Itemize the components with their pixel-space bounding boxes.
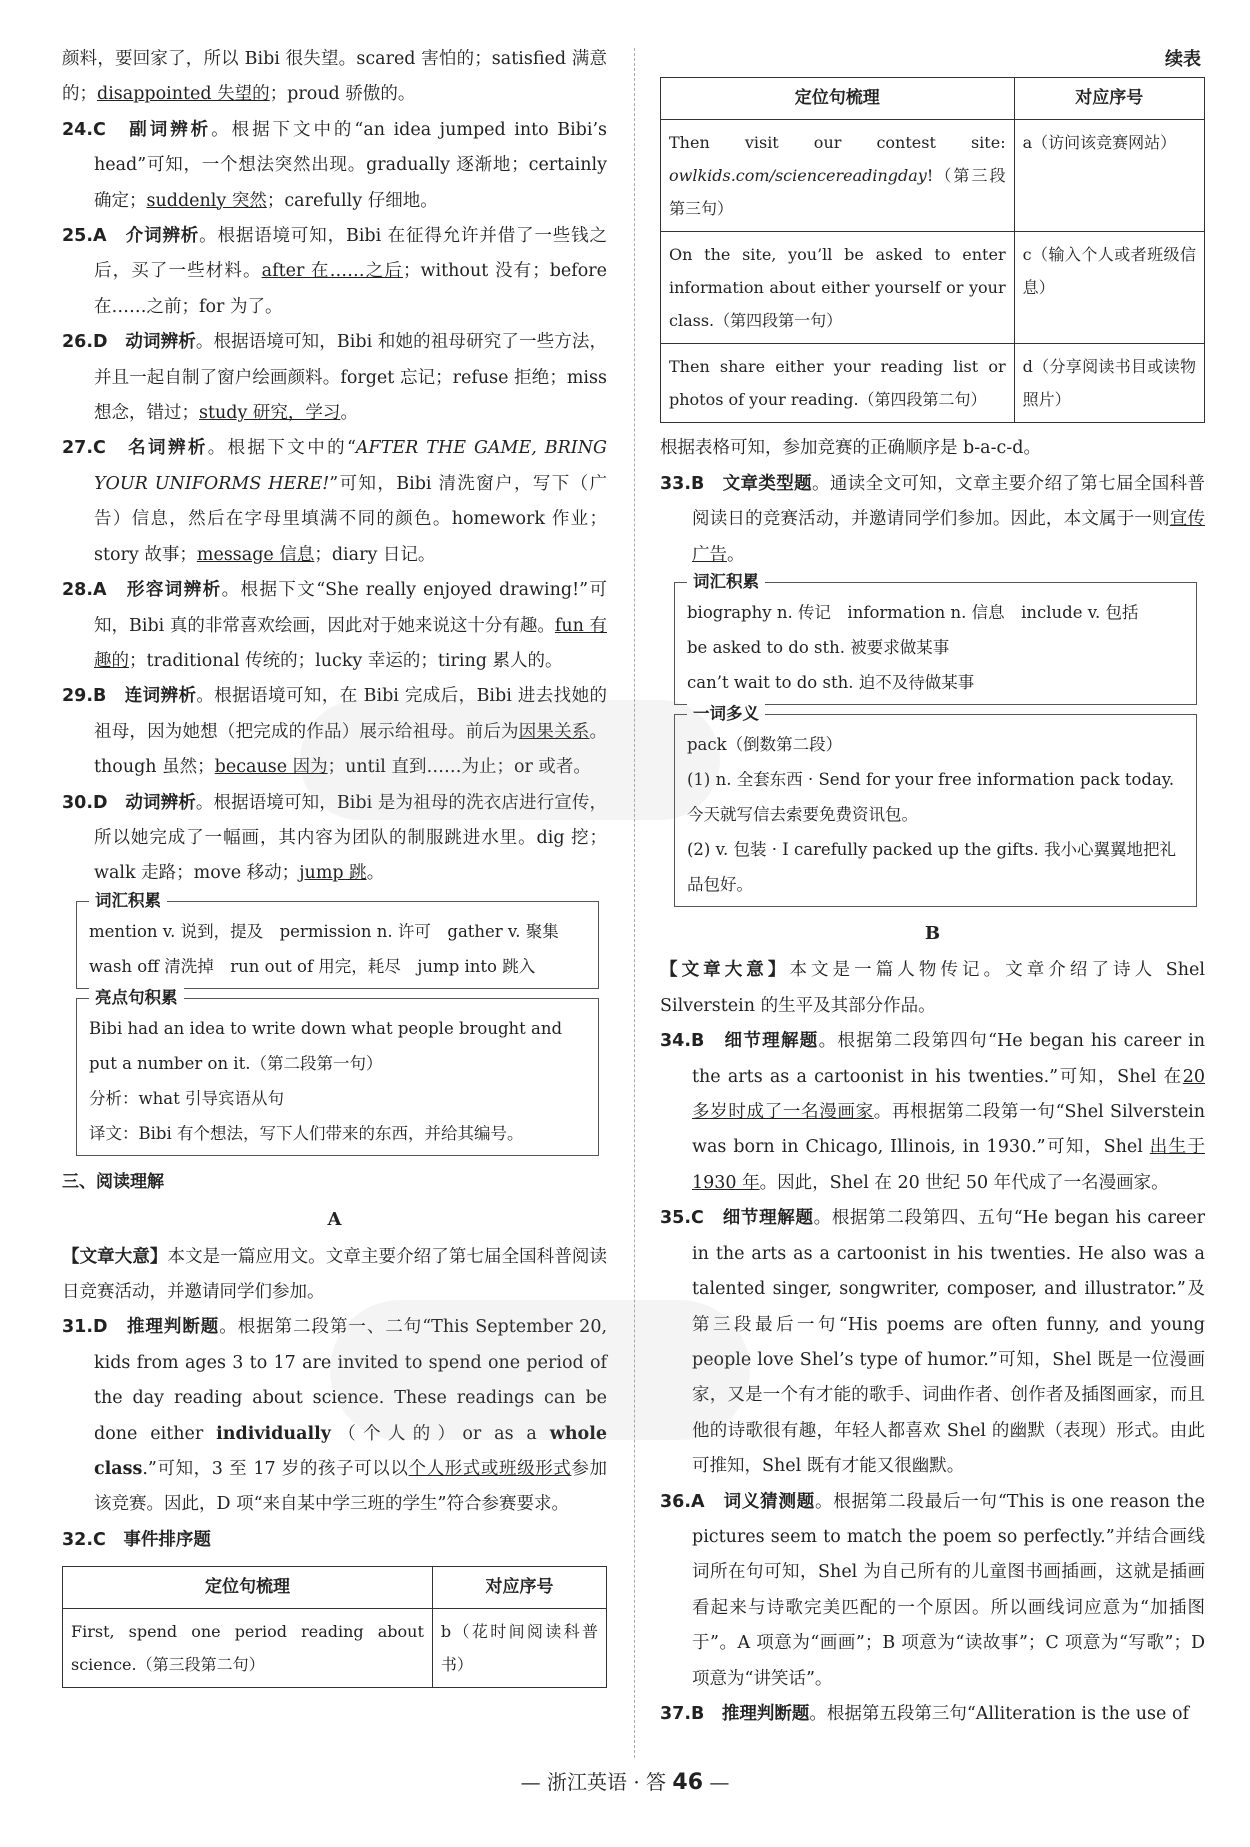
answer-27: 27.C 名词辨析。根据下文中的“AFTER THE GAME, BRING YOUR UNIFORMS HERE!”可知，Bibi 清洗窗户，写下（广告）信息，然后在字母里填满不同的颜色。homework 作业；story 故事；message 信息；diary 日记。 [62, 438, 608, 565]
table-cell: a（访问该竞赛网站） [1014, 120, 1204, 232]
polysemy-box [674, 704, 1197, 907]
box-title: 词汇积累 [687, 570, 765, 594]
polysemy-translation: 今天就写信去索要免费资讯包。 [687, 805, 918, 825]
continued-label: 续表 [1165, 49, 1201, 70]
vocab-line: biography n. 传记 information n. 信息 include v. 包括 [687, 603, 1139, 623]
table-cell: c（输入个人或者班级信息） [1014, 232, 1204, 344]
sequence-table [62, 1566, 607, 1688]
box-title: 一词多义 [687, 702, 765, 726]
question-type: 介词辨析 [125, 226, 200, 247]
column-divider [634, 48, 635, 1758]
passage-label: B [924, 923, 941, 945]
table-row [661, 120, 1205, 232]
answer-number: 24.C [62, 119, 106, 140]
table-cell: Then share either your reading list or photos of your reading.（第四段第二句） [661, 344, 1015, 423]
table-header: 定位句梳理 [661, 78, 1015, 120]
question-type: 词义猜测题 [723, 1491, 816, 1512]
answer-number: 28.A [62, 580, 107, 601]
answer-33: 33.B 文章类型题。通读全文可知，文章主要介绍了第七届全国科普阅读日的竞赛活动，并邀请同学们参加。因此，本文属于一则宣传广告。 [660, 473, 1206, 565]
answer-number: 35.C [660, 1208, 704, 1229]
answer-number: 25.A [62, 226, 107, 247]
main-idea-tag: 【文章大意】 [660, 960, 790, 981]
table-row [661, 344, 1205, 423]
highlight-analysis: 分析：what 引导宾语从句 [89, 1088, 284, 1108]
page-number: 46 [672, 1770, 704, 1795]
answer-number: 31.D [62, 1317, 108, 1338]
sequence-table-continued [660, 77, 1205, 423]
answer-number: 27.C [62, 438, 106, 459]
answer-number: 32.C [62, 1529, 106, 1550]
answer-28: 28.A 形容词辨析。根据下文“She really enjoyed drawing!”可知，Bibi 真的非常喜欢绘画，因此对于她来说这十分有趣。fun 有趣的；traditional 传统的；lucky 幸运的；tiring 累人的。 [62, 580, 608, 671]
box-title: 亮点句积累 [89, 986, 184, 1010]
answer-32 [62, 1523, 607, 1558]
table-cell: d（分享阅读书目或读物照片） [1014, 344, 1204, 423]
question-type: 文章类型题 [722, 473, 813, 494]
page-footer: — 浙江英语 · 答 46 — [520, 1770, 730, 1795]
question-type: 副词辨析 [129, 119, 212, 140]
answer-underline: disappointed 失望的 [97, 84, 270, 105]
table-cell: Then visit our contest site: owlkids.com/sciencereadingday!（第三段第三句） [661, 120, 1015, 232]
polysemy-sense: (1) n. 全套东西 · Send for your free information pack today. [687, 770, 1175, 790]
main-idea-a: 【文章大意】本文是一篇应用文。文章主要介绍了第七届全国科普阅读日竞赛活动，并邀请同学们参加。 [62, 1246, 607, 1302]
answer-number: 30.D [62, 792, 108, 813]
paragraph-continuation: 颜料，要回家了，所以 Bibi 很失望。scared 害怕的；satisfied 满意的；disappointed 失望的；proud 骄傲的。 [62, 49, 607, 105]
vocabulary-box [674, 572, 1197, 705]
polysemy-sense: (2) v. 包装 · I carefully packed up the gifts. 我小心翼翼地把礼品包好。 [687, 840, 1176, 895]
vocabulary-box [76, 890, 599, 989]
vocab-line: be asked to do sth. 被要求做某事 [687, 638, 950, 658]
table-conclusion: 根据表格可知，参加竞赛的正确顺序是 b-a-c-d。 [660, 438, 1041, 459]
answer-number: 26.D [62, 332, 108, 353]
answer-30: 30.D 动词辨析。根据语境可知，Bibi 是为祖母的洗衣店进行宣传，所以她完成了一幅画，其内容为团队的制服跳进水里。dig 挖；walk 走路；move 移动；jump 跳。 [62, 792, 608, 884]
table-header: 对应序号 [1014, 78, 1204, 120]
table-cell: On the site, you’ll be asked to enter information about either yourself or your class.（第四段第一句） [661, 232, 1015, 344]
answer-37: 37.B 推理判断题。根据第五段第三句“Alliteration is the use of [660, 1703, 1189, 1724]
answer-number: 29.B [62, 686, 107, 707]
question-type: 动词辨析 [125, 332, 196, 353]
vocab-line: mention v. 说到，提及 permission n. 许可 gather v. 聚集 [89, 921, 559, 941]
answer-31: 31.D 推理判断题。根据第二段第一、二句“This September 20, kids from ages 3 to 17 are invited to spend one period of the day reading about science. These readings can be done either individually（个人的）or as a whole class.”可知，3 至 17 岁的孩子可以以个人形式或班级形式参加该竞赛。因此，D 项“来自某中学三班的学生”符合参赛要求。 [62, 1317, 608, 1515]
table-header: 对应序号 [432, 1567, 606, 1609]
answer-25: 25.A 介词辨析。根据语境可知，Bibi 在征得允许并借了一些钱之后，买了一些材料。after 在……之后；without 没有；before 在……之前；for 为了。 [62, 226, 608, 317]
table-cell: b（花时间阅读科普书） [432, 1609, 606, 1688]
section-heading: 三、阅读理解 [62, 1171, 164, 1192]
main-idea-b: 【文章大意】本文是一篇人物传记。文章介绍了诗人 Shel Silverstein 的生平及其部分作品。 [660, 960, 1206, 1016]
question-type: 推理判断题 [721, 1703, 810, 1724]
table-row [63, 1609, 607, 1688]
answer-number: 33.B [660, 473, 705, 494]
answer-24: 24.C 副词辨析。根据下文中的“an idea jumped into Bibi’s head”可知，一个想法突然出现。gradually 逐渐地；certainly 确定；suddenly 突然；carefully 仔细地。 [62, 119, 608, 211]
question-type: 推理判断题 [126, 1317, 220, 1338]
vocab-line: wash off 清洗掉 run out of 用完，耗尽 jump into 跳入 [89, 956, 536, 976]
question-type: 细节理解题 [724, 1031, 819, 1052]
answer-36: 36.A 词义猜测题。根据第二段最后一句“This is one reason the pictures seem to match the poem so perfectly.”并结合画线词所在句可知，Shel 为自己所有的儿童图书画插画，这就是插画看起来与诗歌完美匹配的一个原因。所以画线词应意为“加插图于”。A 项意为“画画”；B 项意为“读故事”；C 项意为“写歌”；D 项意为“讲笑话”。 [660, 1491, 1206, 1689]
answer-number: 37.B [660, 1703, 705, 1724]
answer-29: 29.B 连词辨析。根据语境可知，在 Bibi 完成后，Bibi 进去找她的祖母，因为她想（把完成的作品）展示给祖母。前后为因果关系。though 虽然；because 因为；until 直到……为止；or 或者。 [62, 686, 608, 778]
answer-35: 35.C 细节理解题。根据第二段第四、五句“He began his career in the arts as a cartoonist in his twenties. He also was a talented singer, songwriter, composer, and illustrator.”及第三段最后一句“His poems are often funny, and young people love Shel’s type of humor.”可知，Shel 既是一位漫画家，又是一个有才能的歌手、词曲作者、创作者及插图画家，而且他的诗歌很有趣，年轻人都喜欢 Shel 的幽默（表现）形式。由此可推知，Shel 既有才能又很幽默。 [660, 1208, 1206, 1477]
question-type: 动词辨析 [125, 792, 196, 813]
answer-34: 34.B 细节理解题。根据第二段第四句“He began his career in the arts as a cartoonist in his twenties.”可知，Shel 在20 多岁时成了一名漫画家。再根据第二段第一句“Shel Silverstein was born in Chicago, Illinois, in 1930.”可知，Shel 出生于 1930 年。因此，Shel 在 20 世纪 50 年代成了一名漫画家。 [660, 1031, 1206, 1193]
highlight-sentence: Bibi had an idea to write down what people brought and put a number on it.（第二段第一句） [89, 1018, 563, 1073]
question-type: 名词辨析 [128, 438, 208, 459]
right-column [660, 42, 1205, 1732]
left-column [62, 42, 607, 1696]
box-title: 词汇积累 [89, 889, 167, 913]
question-type: 细节理解题 [722, 1208, 814, 1229]
question-type: 事件排序题 [123, 1529, 211, 1550]
table-cell: First, spend one period reading about science.（第三段第二句） [63, 1609, 433, 1688]
polysemy-word: pack（倒数第二段） [687, 735, 843, 755]
question-type: 形容词辨析 [126, 580, 222, 601]
highlight-translation: 译文：Bibi 有个想法，写下人们带来的东西，并给其编号。 [89, 1123, 524, 1143]
highlight-sentence-box [76, 987, 599, 1156]
answer-26: 26.D 动词辨析。根据语境可知，Bibi 和她的祖母研究了一些方法，并且一起自制了窗户绘画颜料。forget 忘记；refuse 拒绝；miss 想念，错过；study 研究，学习。 [62, 332, 608, 424]
answer-number: 36.A [660, 1491, 705, 1512]
main-idea-tag: 【文章大意】 [62, 1246, 168, 1267]
table-header: 定位句梳理 [63, 1567, 433, 1609]
vocab-line: can’t wait to do sth. 迫不及待做某事 [687, 673, 975, 693]
passage-label: A [327, 1209, 342, 1231]
question-type: 连词辨析 [124, 686, 197, 707]
table-row [661, 232, 1205, 344]
answer-number: 34.B [660, 1031, 705, 1052]
